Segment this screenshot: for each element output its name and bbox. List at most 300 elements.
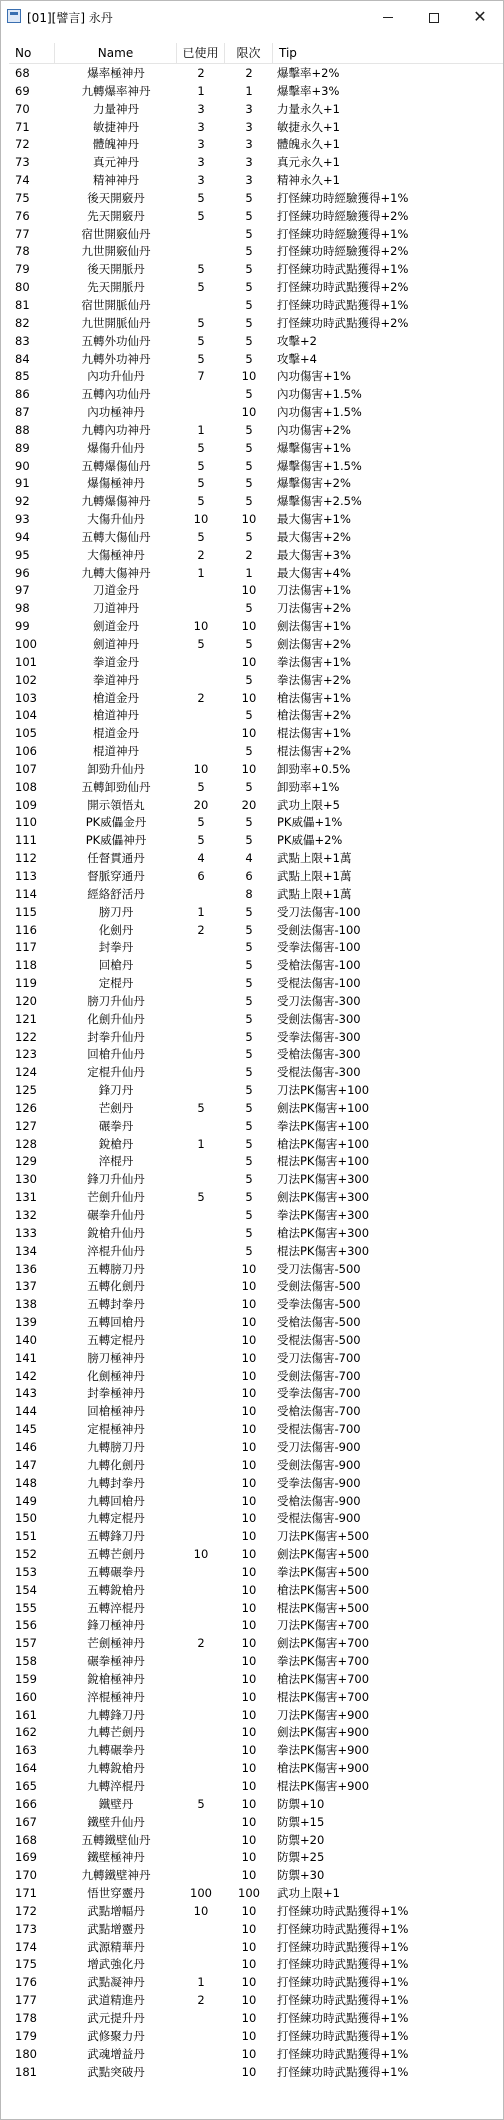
row-limit: 5: [245, 529, 253, 544]
row-no: 123: [15, 1047, 37, 1062]
window-title: [01][譬言] 永丹: [27, 11, 113, 25]
list-item[interactable]: [9, 440, 503, 458]
row-limit: 10: [241, 2010, 257, 2025]
row-tip: 受棍法傷害-500: [277, 1332, 361, 1347]
row-no: 87: [15, 405, 30, 420]
list-item[interactable]: [9, 1350, 503, 1368]
list-item[interactable]: [9, 1885, 503, 1903]
list-item[interactable]: [9, 1510, 503, 1528]
row-no: 153: [15, 1564, 37, 1579]
row-used: 5: [197, 1796, 205, 1811]
list-item[interactable]: [9, 582, 503, 600]
minimize-icon: [383, 17, 393, 18]
list-item[interactable]: [9, 707, 503, 725]
list-item[interactable]: [9, 1064, 503, 1082]
list-item[interactable]: [9, 1493, 503, 1511]
row-tip: 防禦+25: [277, 1850, 325, 1865]
row-name: 回槍丹: [98, 958, 134, 973]
list-item[interactable]: [9, 208, 503, 226]
list-item[interactable]: [9, 832, 503, 850]
list-item[interactable]: [9, 797, 503, 815]
row-name: 銳槍極神丹: [87, 1671, 145, 1686]
row-limit: 100: [238, 1886, 260, 1901]
list-item[interactable]: [9, 1707, 503, 1725]
list-item[interactable]: [9, 1903, 503, 1921]
list-item[interactable]: [9, 261, 503, 279]
row-no: 104: [15, 708, 37, 723]
list-item[interactable]: [9, 422, 503, 440]
row-tip: 防禦+10: [277, 1796, 325, 1811]
row-no: 162: [15, 1725, 37, 1740]
list-item[interactable]: [9, 315, 503, 333]
list-item[interactable]: [9, 850, 503, 868]
row-no: 175: [15, 1957, 37, 1972]
list-item[interactable]: [9, 1153, 503, 1171]
row-tip: 槍法PK傷害+500: [277, 1582, 370, 1597]
row-limit: 10: [241, 1743, 257, 1758]
list-item[interactable]: [9, 279, 503, 297]
row-used: [177, 1385, 225, 1403]
row-tip: 防禦+15: [277, 1814, 325, 1829]
column-header-name[interactable]: Name: [55, 43, 177, 64]
row-limit: 5: [245, 1011, 253, 1026]
row-limit: 10: [241, 2028, 257, 2043]
row-name: 大傷極神丹: [87, 547, 145, 562]
row-name: 九轉爆率神丹: [81, 83, 151, 98]
list-item[interactable]: [9, 351, 503, 369]
column-header-limit[interactable]: 限次: [225, 43, 273, 64]
row-no: 88: [15, 422, 30, 437]
list-item[interactable]: [9, 1600, 503, 1618]
list-item[interactable]: [9, 1724, 503, 1742]
row-limit: 10: [241, 1707, 257, 1722]
row-limit: 5: [245, 1208, 253, 1222]
list-item[interactable]: [9, 1189, 503, 1207]
row-tip: 受棍法傷害-300: [277, 1065, 361, 1080]
row-tip: 攻擊+4: [277, 351, 317, 366]
row-no: 151: [15, 1529, 37, 1544]
list-item[interactable]: [9, 368, 503, 386]
row-used: [177, 1421, 225, 1439]
list-item[interactable]: [9, 1564, 503, 1582]
list-item[interactable]: [9, 1814, 503, 1832]
row-used: [177, 600, 225, 618]
row-tip: 爆擊率+2%: [277, 66, 340, 80]
row-used: [177, 993, 225, 1011]
list-item[interactable]: [9, 1261, 503, 1279]
row-no: 103: [15, 690, 37, 705]
row-no: 74: [15, 173, 30, 188]
list-item[interactable]: [9, 1171, 503, 1189]
row-no: 105: [15, 726, 37, 741]
list-item[interactable]: [9, 1653, 503, 1671]
list-item[interactable]: [9, 1421, 503, 1439]
list-item[interactable]: [9, 1475, 503, 1493]
row-no: 166: [15, 1796, 37, 1811]
row-used: [177, 1171, 225, 1189]
list-item[interactable]: [9, 1778, 503, 1796]
list-item[interactable]: [9, 1849, 503, 1867]
list-item[interactable]: [9, 190, 503, 208]
row-name: 任督貫通丹: [87, 851, 145, 866]
row-name: 定棍丹: [98, 976, 134, 991]
row-used: 20: [193, 797, 209, 812]
row-tip: 槍法PK傷害+100: [277, 1136, 370, 1151]
row-limit: 6: [245, 868, 253, 883]
row-tip: 力量永久+1: [277, 101, 340, 116]
row-used: 2: [197, 690, 205, 705]
column-header-tip[interactable]: Tip: [279, 46, 297, 60]
row-used: 4: [197, 851, 205, 866]
row-name: 槍道金丹: [93, 690, 139, 705]
row-no: 126: [15, 1100, 37, 1115]
list-item[interactable]: [9, 1368, 503, 1386]
row-tip: 武功上限+1: [277, 1886, 340, 1901]
list-item[interactable]: [9, 868, 503, 886]
list-item[interactable]: [9, 1029, 503, 1047]
list-item[interactable]: [9, 779, 503, 797]
row-used: 1: [197, 1975, 205, 1990]
list-item[interactable]: [9, 993, 503, 1011]
row-tip: 受刀法傷害-900: [277, 1439, 361, 1454]
pill-list-view[interactable]: [9, 43, 503, 2115]
row-used: 1: [197, 422, 205, 437]
row-limit: 10: [241, 1547, 257, 1562]
row-name: 淬棍極神丹: [87, 1689, 145, 1704]
list-item[interactable]: [9, 690, 503, 708]
list-item[interactable]: [9, 672, 503, 690]
row-name: 督脈穿通丹: [87, 868, 145, 883]
row-name: 五轉外功仙丹: [81, 333, 151, 348]
row-no: 168: [15, 1832, 37, 1847]
list-item[interactable]: [9, 2028, 503, 2046]
list-item[interactable]: [9, 1796, 503, 1814]
row-limit: 10: [241, 1404, 257, 1419]
row-limit: 10: [241, 369, 257, 384]
row-no: 114: [15, 886, 37, 901]
list-item[interactable]: [9, 1528, 503, 1546]
row-used: 5: [197, 280, 205, 295]
maximize-button[interactable]: [411, 1, 457, 32]
list-item[interactable]: [9, 1046, 503, 1064]
list-item[interactable]: [9, 83, 503, 101]
list-item[interactable]: [9, 939, 503, 957]
row-used: [177, 654, 225, 672]
row-limit: 5: [245, 958, 253, 973]
list-item[interactable]: [9, 65, 503, 83]
list-item[interactable]: [9, 404, 503, 422]
row-no: 140: [15, 1332, 37, 1347]
row-name: 九轉淬棍丹: [87, 1779, 145, 1793]
row-name: 五轉淬棍丹: [87, 1600, 145, 1615]
row-no: 171: [15, 1886, 37, 1901]
row-name: 後天開脈丹: [87, 262, 145, 277]
row-name: 銳槍升仙丹: [87, 1225, 145, 1240]
list-item[interactable]: [9, 1457, 503, 1475]
row-no: 172: [15, 1903, 37, 1918]
list-item[interactable]: [9, 1689, 503, 1707]
row-no: 95: [15, 547, 30, 562]
list-item[interactable]: [9, 1136, 503, 1154]
row-no: 154: [15, 1582, 37, 1597]
list-item[interactable]: [9, 154, 503, 172]
row-used: [177, 707, 225, 725]
row-used: [177, 1671, 225, 1689]
row-name: 後天開竅丹: [87, 190, 145, 205]
list-item[interactable]: [9, 1118, 503, 1136]
row-tip: 打怪練功時經驗獲得+2%: [277, 244, 409, 259]
row-used: [177, 1742, 225, 1760]
row-name: 九世開竅仙丹: [81, 244, 151, 259]
row-tip: 槍法PK傷害+700: [277, 1671, 370, 1686]
row-name: 鋒刀極神丹: [87, 1618, 145, 1633]
row-name: 大傷升仙丹: [87, 512, 145, 527]
row-name: 先天開脈丹: [87, 280, 145, 295]
row-used: 2: [197, 547, 205, 562]
row-tip: 爆擊傷害+2%: [277, 476, 351, 491]
row-tip: 爆擊傷害+2.5%: [277, 494, 362, 509]
list-item[interactable]: [9, 458, 503, 476]
row-no: 164: [15, 1761, 37, 1776]
row-name: 五轉大傷仙丹: [81, 529, 151, 544]
row-name: 九轉銳槍丹: [87, 1761, 145, 1776]
list-item[interactable]: [9, 618, 503, 636]
column-header-no[interactable]: No: [9, 43, 55, 64]
row-used: [177, 1439, 225, 1457]
row-limit: 10: [241, 1796, 257, 1811]
row-name: 九轉鐵壁神丹: [81, 1868, 151, 1883]
row-no: 117: [15, 940, 37, 955]
list-item[interactable]: [9, 172, 503, 190]
list-item[interactable]: [9, 2064, 503, 2082]
row-name: 五轉銳槍丹: [87, 1582, 145, 1597]
row-tip: 打怪練功時武點獲得+1%: [277, 1921, 409, 1936]
row-tip: 打怪練功時武點獲得+1%: [277, 1939, 409, 1954]
list-item[interactable]: [9, 1243, 503, 1261]
list-item[interactable]: [9, 1011, 503, 1029]
maximize-icon: [429, 13, 439, 23]
row-no: 102: [15, 672, 37, 687]
list-item[interactable]: [9, 493, 503, 511]
row-tip: 刀法傷害+1%: [277, 583, 351, 598]
row-limit: 3: [245, 173, 253, 188]
row-tip: 武點上限+1萬: [277, 851, 352, 866]
minimize-button[interactable]: [365, 1, 411, 32]
row-limit: 5: [245, 815, 253, 830]
row-limit: 10: [241, 1529, 257, 1544]
list-item[interactable]: [9, 2010, 503, 2028]
row-tip: 劍法PK傷害+500: [277, 1547, 370, 1562]
row-no: 90: [15, 458, 30, 473]
row-tip: 爆擊率+3%: [277, 83, 340, 98]
row-used: [177, 1849, 225, 1867]
row-tip: 刀法PK傷害+100: [277, 1083, 370, 1098]
list-item[interactable]: [9, 1956, 503, 1974]
row-name: 碾拳升仙丹: [87, 1208, 145, 1222]
row-tip: 武點上限+1萬: [277, 886, 352, 901]
list-item[interactable]: [9, 333, 503, 351]
list-item[interactable]: [9, 743, 503, 761]
list-item[interactable]: [9, 814, 503, 832]
row-limit: 10: [241, 1868, 257, 1883]
list-item[interactable]: [9, 136, 503, 154]
list-item[interactable]: [9, 565, 503, 583]
row-limit: 5: [245, 708, 253, 723]
list-item[interactable]: [9, 957, 503, 975]
row-tip: 內功傷害+2%: [277, 422, 351, 437]
row-name: 九世開脈仙丹: [81, 315, 151, 330]
row-tip: 受棍法傷害-700: [277, 1422, 361, 1437]
row-limit: 10: [241, 1386, 257, 1401]
row-no: 82: [15, 315, 30, 330]
row-limit: 10: [241, 1315, 257, 1330]
row-limit: 10: [241, 1814, 257, 1829]
row-name: 九轉化劍丹: [87, 1457, 145, 1472]
list-item[interactable]: [9, 1403, 503, 1421]
row-no: 148: [15, 1475, 37, 1490]
list-item[interactable]: [9, 922, 503, 940]
list-item[interactable]: [9, 1867, 503, 1885]
list-item[interactable]: [9, 1332, 503, 1350]
list-item[interactable]: [9, 547, 503, 565]
close-button[interactable]: [457, 1, 503, 32]
list-item[interactable]: [9, 725, 503, 743]
list-item[interactable]: [9, 1671, 503, 1689]
row-limit: 10: [241, 1779, 257, 1793]
row-no: 69: [15, 83, 30, 98]
row-tip: 受刀法傷害-100: [277, 904, 361, 919]
row-limit: 5: [245, 422, 253, 437]
row-name: 棍道神丹: [93, 744, 139, 759]
list-item[interactable]: [9, 600, 503, 618]
list-item[interactable]: [9, 1296, 503, 1314]
list-item[interactable]: [9, 2046, 503, 2064]
list-item[interactable]: [9, 1225, 503, 1243]
list-item[interactable]: [9, 761, 503, 779]
row-name: 宿世開竅仙丹: [81, 226, 151, 241]
list-item[interactable]: [9, 1385, 503, 1403]
list-item[interactable]: [9, 1617, 503, 1635]
title-bar[interactable]: [1, 1, 503, 32]
row-tip: 打怪練功時武點獲得+1%: [277, 2028, 409, 2043]
list-item[interactable]: [9, 1832, 503, 1850]
list-item[interactable]: [9, 1939, 503, 1957]
list-item[interactable]: [9, 1582, 503, 1600]
list-item[interactable]: [9, 529, 503, 547]
row-name: 劍道金丹: [93, 619, 139, 634]
row-name: 內功極神丹: [87, 405, 145, 420]
row-name: 拳道神丹: [93, 672, 139, 687]
row-name: 九轉大傷神丹: [81, 565, 151, 580]
app-icon: [7, 9, 21, 23]
list-item[interactable]: [9, 1278, 503, 1296]
list-item[interactable]: [9, 1742, 503, 1760]
list-item[interactable]: [9, 904, 503, 922]
row-name: 棍道金丹: [93, 726, 139, 741]
row-tip: 受劍法傷害-300: [277, 1011, 361, 1026]
row-tip: 槍法傷害+1%: [277, 690, 351, 705]
row-no: 160: [15, 1689, 37, 1704]
row-no: 92: [15, 494, 30, 509]
row-no: 97: [15, 583, 30, 598]
row-name: 鐵壁升仙丹: [87, 1814, 145, 1829]
row-tip: 打怪練功時武點獲得+2%: [277, 315, 409, 330]
row-used: 5: [197, 315, 205, 330]
list-item[interactable]: [9, 654, 503, 672]
list-item[interactable]: [9, 101, 503, 119]
row-no: 147: [15, 1457, 37, 1472]
row-name: 卸勁升仙丹: [87, 761, 145, 776]
list-item[interactable]: [9, 1760, 503, 1778]
list-item[interactable]: [9, 226, 503, 244]
list-item[interactable]: [9, 975, 503, 993]
list-item[interactable]: [9, 475, 503, 493]
row-used: [177, 2028, 225, 2046]
row-no: 81: [15, 297, 30, 312]
row-name: 碾拳極神丹: [87, 1654, 145, 1669]
row-tip: 受拳法傷害-100: [277, 940, 361, 955]
list-item[interactable]: [9, 297, 503, 315]
row-no: 122: [15, 1029, 37, 1044]
row-name: 刀道金丹: [93, 583, 139, 598]
row-used: 5: [197, 333, 205, 348]
list-item[interactable]: [9, 1546, 503, 1564]
row-limit: 10: [241, 1761, 257, 1776]
list-item[interactable]: [9, 1635, 503, 1653]
row-tip: 劍法PK傷害+700: [277, 1636, 370, 1651]
list-item[interactable]: [9, 1974, 503, 1992]
list-item[interactable]: [9, 886, 503, 904]
list-item[interactable]: [9, 1207, 503, 1225]
row-limit: 5: [245, 262, 253, 277]
row-limit: 3: [245, 101, 253, 116]
list-item[interactable]: [9, 1314, 503, 1332]
row-limit: 10: [241, 1582, 257, 1597]
row-name: 淬棍升仙丹: [87, 1243, 145, 1258]
list-item[interactable]: [9, 1439, 503, 1457]
row-used: 2: [197, 1993, 205, 2008]
row-name: 芒劍丹: [98, 1100, 134, 1115]
list-item[interactable]: [9, 243, 503, 261]
list-item[interactable]: [9, 1082, 503, 1100]
row-limit: 5: [245, 779, 253, 794]
row-name: 五轉化劍丹: [87, 1279, 145, 1294]
row-name: 化劍丹: [98, 922, 134, 937]
row-limit: 10: [241, 1850, 257, 1865]
row-name: 敏捷神丹: [93, 119, 139, 134]
list-item[interactable]: [9, 1100, 503, 1118]
row-limit: 10: [241, 1564, 257, 1579]
list-item[interactable]: [9, 386, 503, 404]
row-used: 5: [197, 637, 205, 651]
row-used: 3: [197, 155, 205, 170]
row-limit: 10: [241, 1903, 257, 1918]
list-item[interactable]: [9, 1992, 503, 2010]
row-tip: 受棍法傷害-100: [277, 976, 361, 991]
row-name: 九轉回槍丹: [87, 1493, 145, 1508]
row-used: [177, 1207, 225, 1225]
row-name: 芒劍升仙丹: [87, 1190, 145, 1205]
row-limit: 10: [241, 1939, 257, 1954]
column-header-used[interactable]: 已使用: [177, 43, 225, 64]
list-item[interactable]: [9, 119, 503, 137]
list-item[interactable]: [9, 636, 503, 654]
row-limit: 10: [241, 1422, 257, 1437]
row-limit: 2: [245, 66, 253, 80]
list-item[interactable]: [9, 1921, 503, 1939]
row-limit: 5: [245, 993, 253, 1008]
list-item[interactable]: [9, 511, 503, 529]
